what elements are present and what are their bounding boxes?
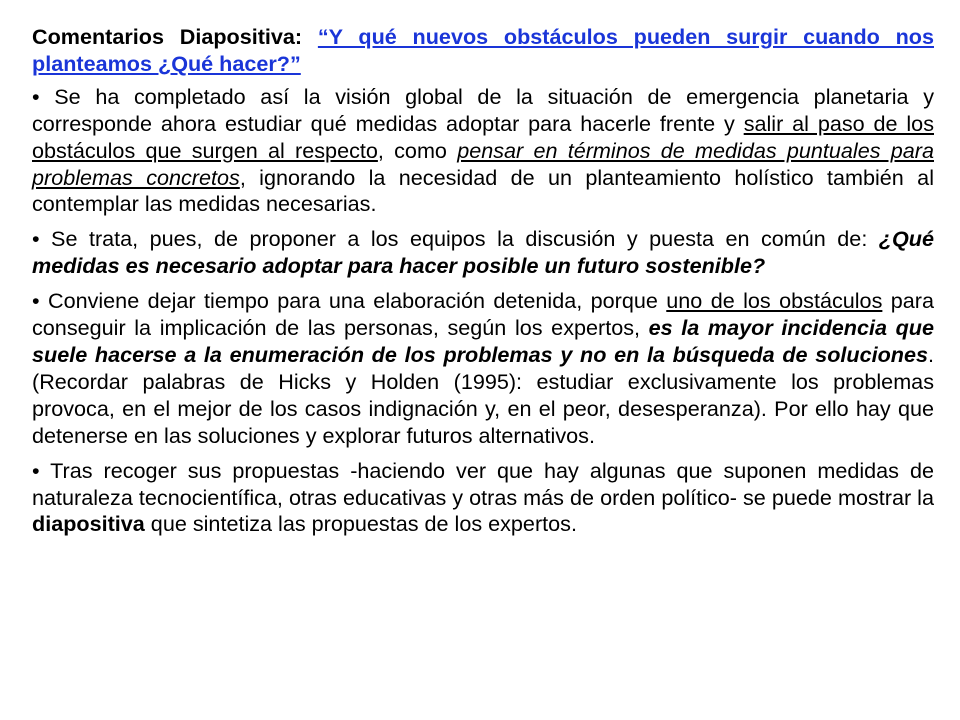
p3-text-3: . (Recordar palabras de Hicks y Holden (1995): estudiar exclusivamente los problemas provoca, en el mejor de los casos indignación y, en el peor, desesperanza). Por ello hay que detenerse en las soluciones y explorar futuros alternativos. — [32, 341, 934, 448]
p4-bold-1: diapositiva — [32, 511, 145, 537]
p3-text-2: para conseguir la implicación de las personas, según los expertos, — [32, 288, 934, 341]
bullet-1: • — [32, 83, 40, 109]
p3-text-1: Conviene dejar tiempo para una elaboración detenida, porque — [39, 288, 667, 314]
paragraph-2 — [32, 226, 934, 280]
p2-bold-italic-1: ¿Qué medidas es necesario adoptar para hacer posible un futuro sostenible? — [32, 226, 934, 279]
bullet-3: • — [32, 288, 40, 314]
title-label: Comentarios Diapositiva: — [32, 24, 303, 49]
p1-underlined-italic-1: pensar en términos de medidas puntuales para problemas concretos — [32, 137, 934, 190]
paragraph-3 — [32, 288, 934, 449]
p1-text-2: , como — [377, 137, 458, 163]
p2-text-1: Se trata, pues, de proponer a los equipos la discusión y puesta en común de: — [39, 226, 879, 252]
title-link[interactable]: “Y qué nuevos obstáculos pueden surgir cuando nos planteamos ¿Qué hacer?” — [32, 24, 934, 76]
p1-text-1: Se ha completado así la visión global de la situación de emergencia planetaria y corresponde ahora estudiar qué medidas adoptar para hacerle frente y — [32, 83, 934, 136]
bullet-2: • — [32, 226, 40, 252]
bullet-4: • — [32, 457, 40, 483]
page-title — [32, 24, 934, 78]
p4-text-1: Tras recoger sus propuestas -haciendo ver que hay algunas que suponen medidas de naturaleza tecnocientífica, otras educativas y otras más de orden político- se puede mostrar la — [32, 457, 934, 510]
slide-notes-document — [32, 24, 934, 546]
p1-text-3: , ignorando la necesidad de un planteamiento holístico también al contemplar las medidas necesarias. — [32, 164, 934, 217]
paragraph-1 — [32, 84, 934, 219]
p3-underlined-1: uno de los obstáculos — [666, 288, 883, 314]
p4-text-2: que sintetiza las propuestas de los expertos. — [144, 511, 577, 537]
paragraph-4 — [32, 458, 934, 539]
p3-bold-italic-1: es la mayor incidencia que suele hacerse a la enumeración de los problemas y no en la búsqueda de soluciones — [32, 315, 935, 367]
p1-underlined-1: salir al paso de los obstáculos que surgen al respecto — [32, 110, 934, 163]
